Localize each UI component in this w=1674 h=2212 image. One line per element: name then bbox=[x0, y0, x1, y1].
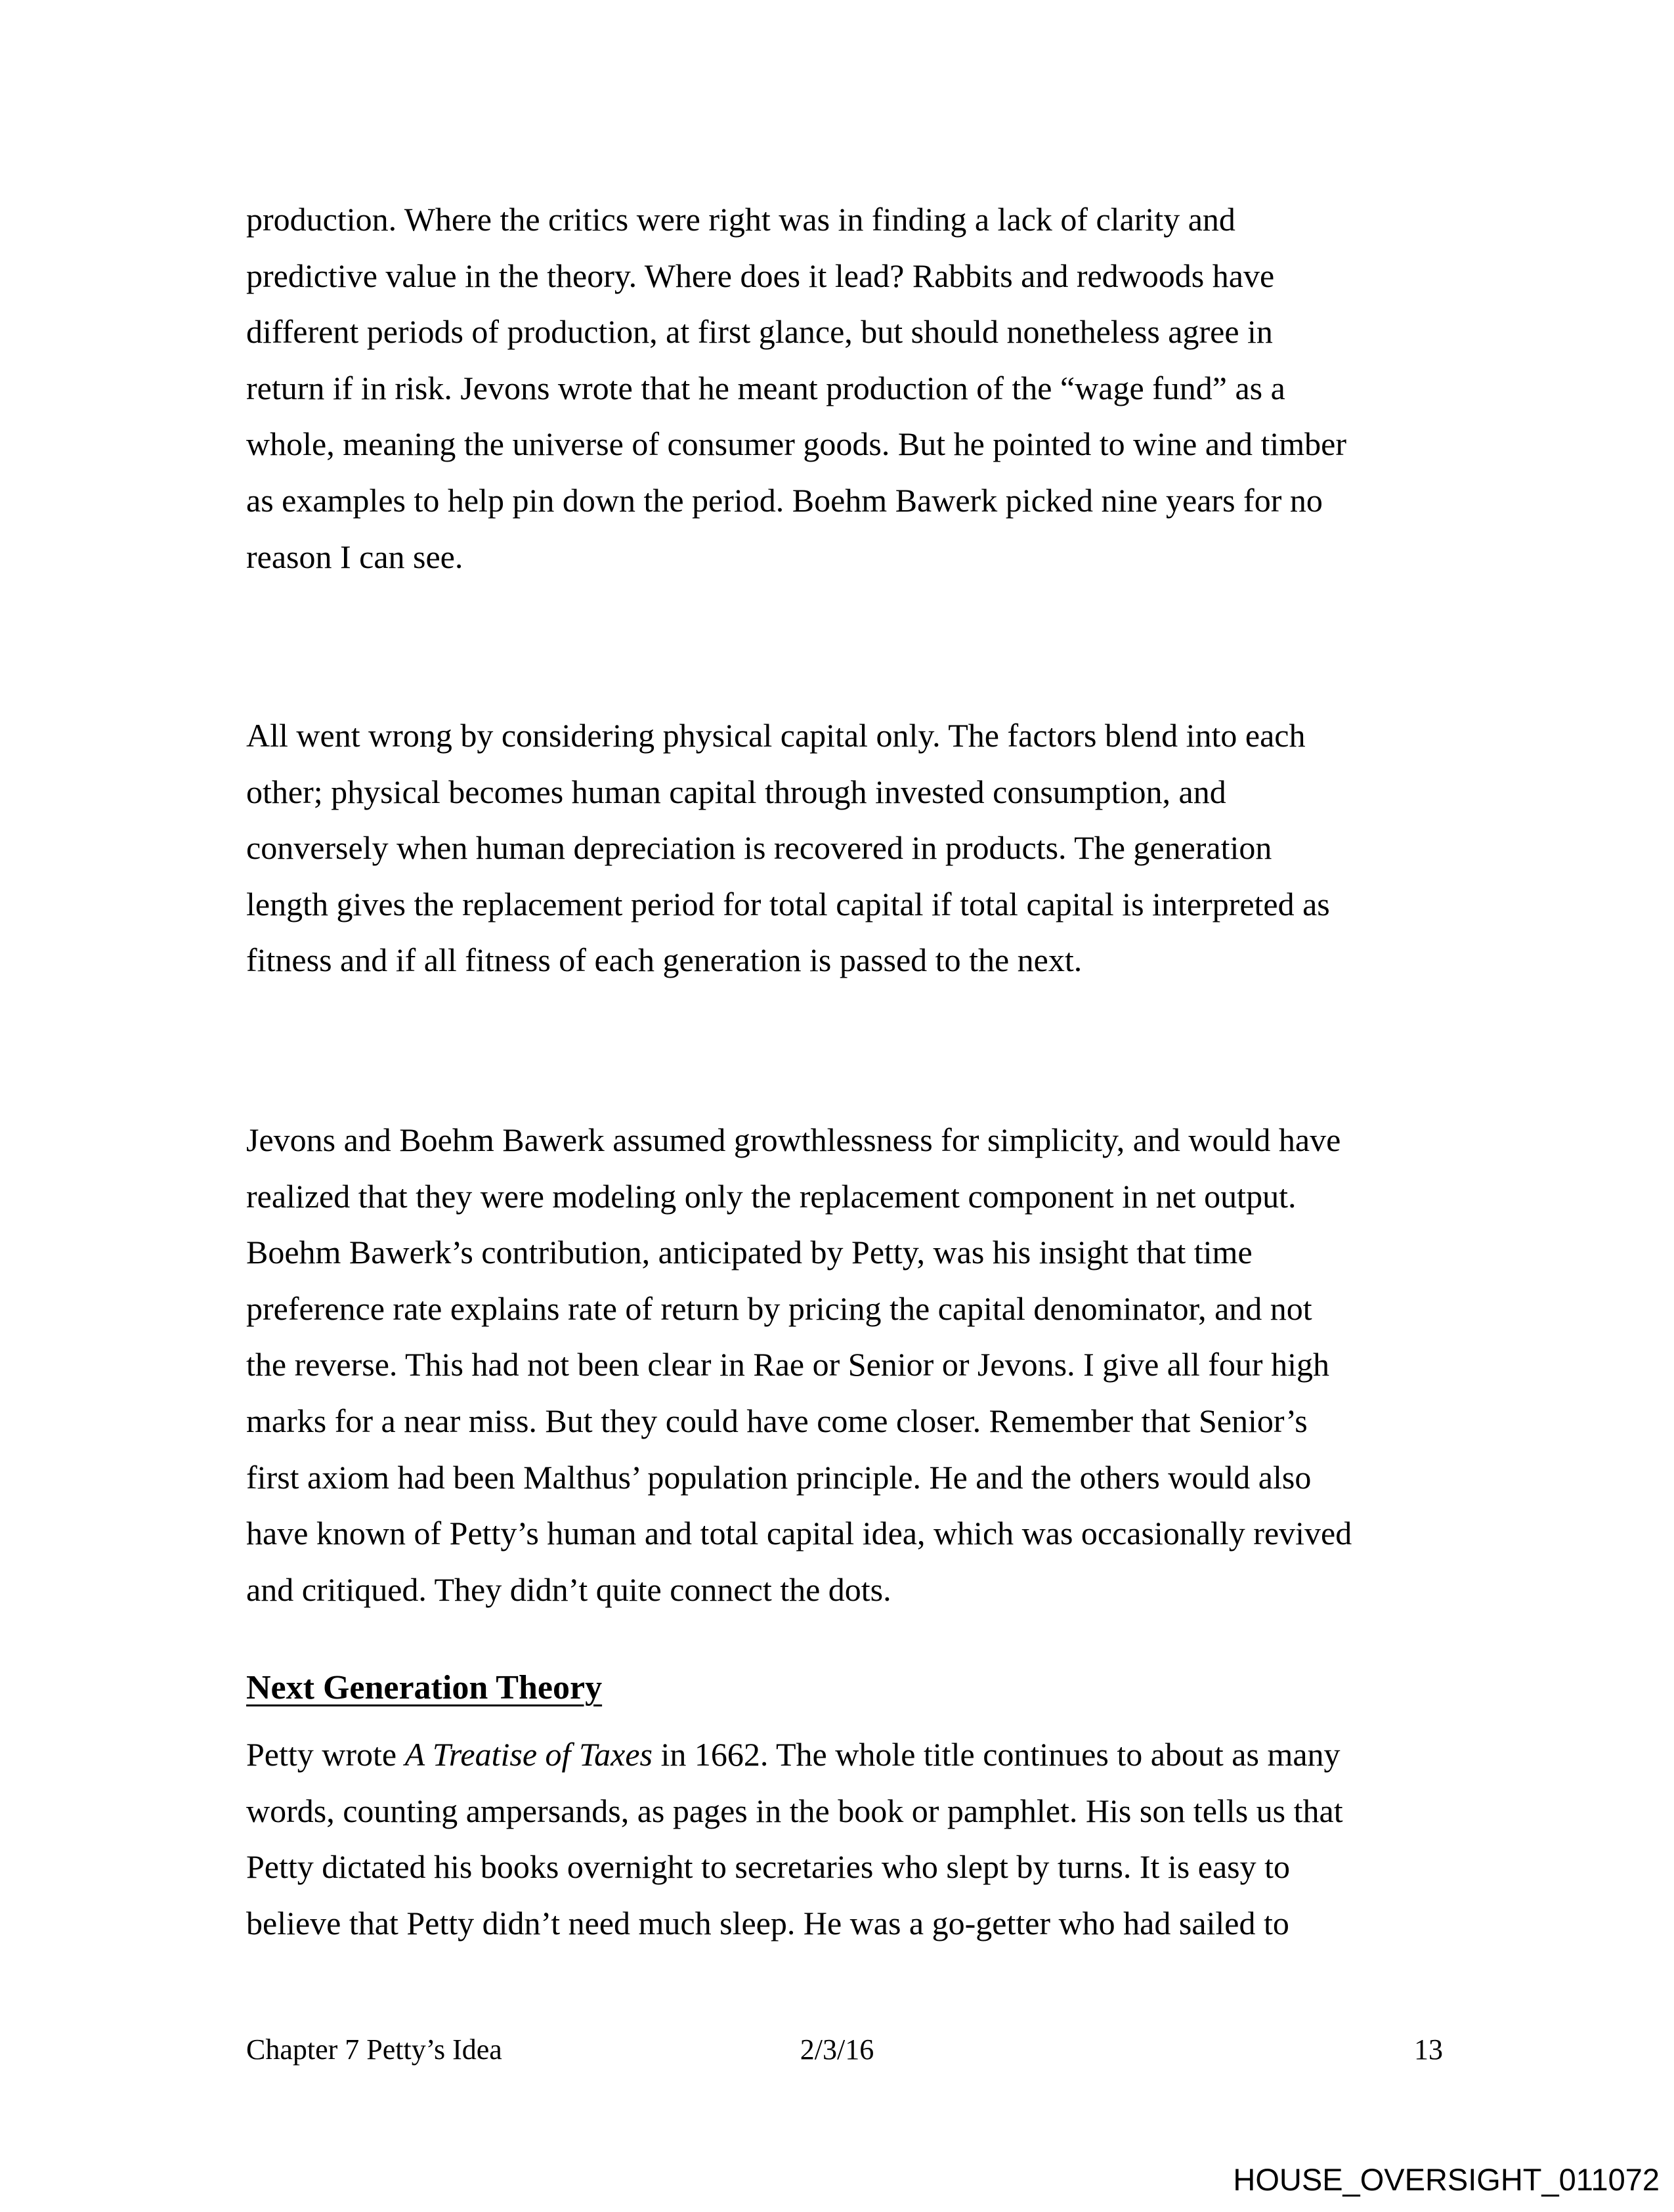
text-line: and critiqued. They didn’t quite connect the dots. bbox=[246, 1571, 891, 1608]
text-line: production. Where the critics were right was in finding a lack of clarity and bbox=[246, 201, 1235, 238]
text-line: whole, meaning the universe of consumer goods. But he pointed to wine and timber bbox=[246, 425, 1347, 463]
text-line: Boehm Bawerk’s contribution, anticipated by Petty, was his insight that time bbox=[246, 1234, 1253, 1271]
page-footer bbox=[0, 2030, 1674, 2070]
footer-date: 2/3/16 bbox=[800, 2033, 874, 2066]
paragraph-jevons-boehm-bawerk bbox=[246, 1112, 1467, 1618]
text-line: other; physical becomes human capital through invested consumption, and bbox=[246, 773, 1226, 810]
text-line: the reverse. This had not been clear in Rae or Senior or Jevons. I give all four high bbox=[246, 1346, 1329, 1383]
paragraph-physical-capital bbox=[246, 708, 1467, 989]
text-line: reason I can see. bbox=[246, 538, 463, 575]
text-line: Petty dictated his books overnight to secretaries who slept by turns. It is easy to bbox=[246, 1848, 1290, 1886]
text-line: preference rate explains rate of return by pricing the capital denominator, and not bbox=[246, 1290, 1312, 1327]
text-line: predictive value in the theory. Where does it lead? Rabbits and redwoods have bbox=[246, 257, 1275, 294]
footer-chapter-title: Chapter 7 Petty’s Idea bbox=[246, 2033, 502, 2066]
text-line: believe that Petty didn’t need much sleep. He was a go-getter who had sailed to bbox=[246, 1904, 1289, 1941]
text-line: as examples to help pin down the period. Boehm Bawerk picked nine years for no bbox=[246, 481, 1323, 519]
text-line: fitness and if all fitness of each generation is passed to the next. bbox=[246, 942, 1083, 979]
text-line: first axiom had been Malthus’ population principle. He and the others would also bbox=[246, 1458, 1312, 1496]
section-heading-text: Next Generation Theory bbox=[246, 1669, 603, 1706]
text-line: Jevons and Boehm Bawerk assumed growthlessness for simplicity, and would have bbox=[246, 1121, 1341, 1158]
text-line: length gives the replacement period for total capital if total capital is interpreted as bbox=[246, 885, 1330, 922]
text-line: conversely when human depreciation is recovered in products. The generation bbox=[246, 829, 1272, 867]
text-line: realized that they were modeling only the replacement component in net output. bbox=[246, 1177, 1297, 1215]
text-line: return if in risk. Jevons wrote that he meant production of the “wage fund” as a bbox=[246, 369, 1285, 406]
paragraph-petty-treatise bbox=[246, 1727, 1467, 1951]
text-line: different periods of production, at first glance, but should nonetheless agree in bbox=[246, 313, 1273, 351]
text-line: have known of Petty’s human and total capital idea, which was occasionally revived bbox=[246, 1515, 1352, 1552]
text-line: Petty wrote A Treatise of Taxes in 1662. The whole title continues to about as many bbox=[246, 1736, 1341, 1773]
text-line: marks for a near miss. But they could have come closer. Remember that Senior’s bbox=[246, 1402, 1308, 1439]
footer-page-number: 13 bbox=[1414, 2033, 1443, 2066]
paragraph-production-critics bbox=[246, 192, 1467, 585]
section-heading bbox=[246, 1660, 602, 1716]
text-line: All went wrong by considering physical capital only. The factors blend into each bbox=[246, 717, 1306, 754]
text-line: words, counting ampersands, as pages in the book or pamphlet. His son tells us that bbox=[246, 1792, 1343, 1829]
watermark-bates-number: HOUSE_OVERSIGHT_011072 bbox=[1233, 2162, 1660, 2197]
